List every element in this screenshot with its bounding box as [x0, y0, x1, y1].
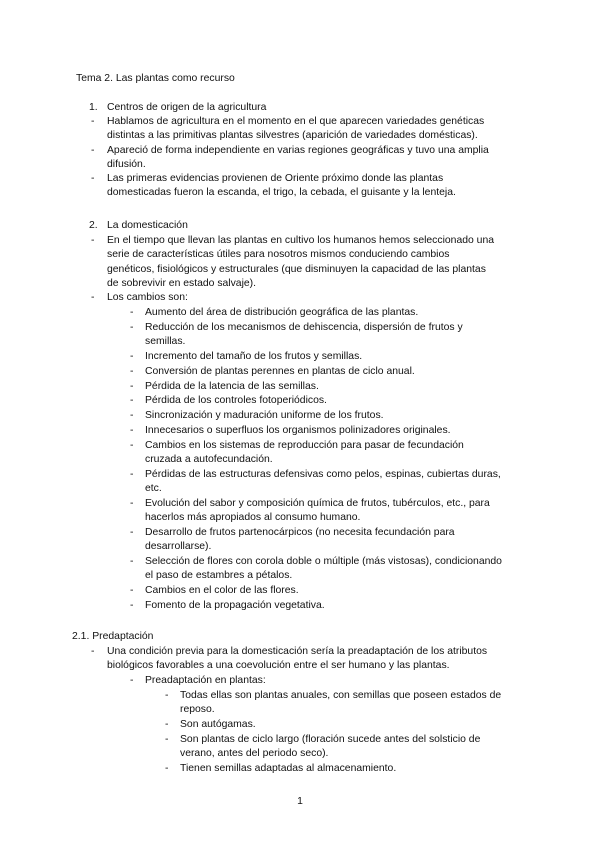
list-item: Apareció de forma independiente en varias regiones geográficas y tuvo una amplia [107, 144, 489, 156]
change-item: Fomento de la propagación vegetativa. [145, 599, 325, 611]
sub-item: Todas ellas son plantas anuales, con semillas que poseen estados de [180, 689, 502, 701]
list-item-continued: serie de características útiles para nosotros mismos conduciendo cambios [107, 249, 450, 261]
sub-item-bullet: - [165, 689, 169, 701]
change-item-bullet: - [130, 599, 134, 611]
change-item-continued: hacerlos más apropiados al consumo humano. [145, 512, 361, 523]
change-item-continued: cruzada a autofecundación. [145, 454, 273, 465]
list-item: Una condición previa para la domesticación sería la preadaptación de los atributos [107, 646, 488, 658]
subsection-heading: 2.1. Predaptación [72, 631, 154, 642]
list-item-continued: genéticos, fisiológicos y estructurales (que disminuyen la capacidad de las plantas [107, 263, 486, 275]
change-item-continued: semillas. [145, 336, 186, 348]
change-item-continued: el paso de estambres a pétalos. [145, 570, 293, 581]
change-item: Innecesarios o superfluos los organismos polinizadores originales. [145, 425, 451, 436]
change-item-bullet: - [130, 395, 134, 407]
change-item-bullet: - [130, 351, 134, 362]
change-item-bullet: - [130, 497, 134, 509]
change-item: Reducción de los mecanismos de dehiscencia, dispersión de frutos y [145, 322, 463, 333]
change-item: Pérdida de la latencia de las semillas. [145, 380, 319, 392]
change-item-continued: desarrollarse). [145, 541, 212, 552]
section-heading: La domesticación [107, 220, 188, 231]
list-item-continued: distintas a las primitivas plantas silvestres (aparición de variedades domésticas). [107, 130, 478, 142]
sub-item: Son autógamas. [180, 719, 256, 730]
section-heading: Centros de origen de la agricultura [107, 102, 267, 113]
sub-heading: Preadaptación en plantas: [145, 674, 266, 686]
change-item: Conversión de plantas perennes en plantas de ciclo anual. [145, 365, 415, 377]
list-item-bullet: - [91, 116, 95, 128]
change-item: Sincronización y maduración uniforme de los frutos. [145, 410, 384, 422]
change-item-bullet: - [130, 584, 134, 596]
list-item-bullet: - [91, 235, 95, 247]
change-item-bullet: - [130, 555, 134, 567]
change-item-bullet: - [130, 425, 134, 436]
change-item: Pérdidas de las estructuras defensivas como pelos, espinas, cubiertas duras, [145, 468, 501, 480]
change-item-bullet: - [130, 410, 134, 422]
sub-item-bullet: - [165, 719, 169, 730]
section-number: 1. [89, 102, 98, 113]
sub-item: Son plantas de ciclo largo (floración sucede antes del solsticio de [180, 734, 481, 745]
list-item-continued: biológicos favorables a una coevolución entre el ser humano y las plantas. [107, 660, 450, 672]
change-item-bullet: - [130, 380, 134, 392]
change-item: Selección de flores con corola doble o múltiple (más vistosas), condicionando [145, 555, 502, 567]
sub-item-bullet: - [165, 763, 169, 775]
list-item-bullet: - [91, 173, 95, 184]
list-item: En el tiempo que llevan las plantas en cultivo los humanos hemos seleccionado una [107, 235, 495, 247]
change-item-bullet: - [130, 365, 134, 377]
change-item-bullet: - [130, 322, 134, 333]
document-title: Tema 2. Las plantas como recurso [76, 73, 235, 84]
change-item-bullet: - [130, 526, 134, 538]
list-item-bullet: - [91, 646, 95, 658]
sub-item: Tienen semillas adaptadas al almacenamiento. [180, 763, 397, 775]
list-item-bullet: - [91, 144, 95, 156]
change-item: Evolución del sabor y composición química de frutos, tubérculos, etc., para [145, 497, 490, 509]
change-item: Aumento del área de distribución geográfica de las plantas. [145, 307, 419, 319]
list-item-continued: de sobrevivir en estado salvaje). [107, 277, 257, 289]
change-item: Cambios en el color de las flores. [145, 584, 299, 596]
change-item-bullet: - [130, 307, 134, 319]
change-item: Cambios en los sistemas de reproducción para pasar de fecundación [145, 439, 464, 451]
list-item: Hablamos de agricultura en el momento en el que aparecen variedades genéticas [107, 116, 485, 128]
sub-item-bullet: - [165, 734, 169, 745]
sub-item-continued: verano, antes del periodo seco). [180, 748, 329, 760]
change-item-bullet: - [130, 439, 134, 451]
change-item-bullet: - [130, 468, 134, 480]
sub-item-continued: reposo. [180, 704, 215, 715]
change-item: Desarrollo de frutos partenocárpicos (no necesita fecundación para [145, 526, 455, 538]
section-number: 2. [89, 220, 98, 231]
change-item-continued: etc. [145, 483, 162, 494]
sub-heading-bullet: - [130, 674, 134, 686]
list-item: Las primeras evidencias provienen de Oriente próximo donde las plantas [107, 173, 444, 184]
list-item-continued: difusión. [107, 158, 146, 170]
change-item: Pérdida de los controles fotoperiódicos. [145, 395, 327, 407]
page-number: 1 [297, 796, 303, 807]
change-item: Incremento del tamaño de los frutos y semillas. [145, 351, 363, 362]
list-item-continued: domesticadas fueron la escanda, el trigo, la cebada, el guisante y la lenteja. [107, 187, 456, 199]
list-item-bullet: - [91, 292, 95, 303]
list-item: Los cambios son: [107, 292, 188, 303]
